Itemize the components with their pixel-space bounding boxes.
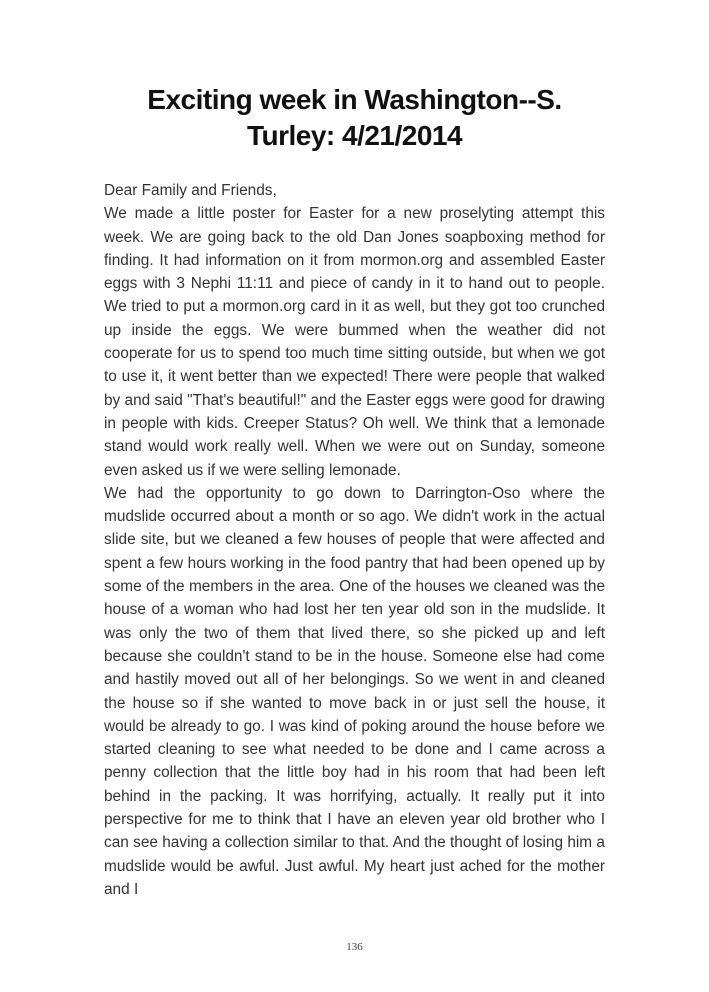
greeting: Dear Family and Friends, [104, 182, 277, 199]
paragraph-mudslide: We had the opportunity to go down to Darrington-Oso where the mudslide occurred about a month or so ago. We didn't work in the actual slide site, but we cleaned a few houses of people that were affected and spent a few hours working in the food pantry that had been opened up by some of the members in the area. One of the houses we cleaned was the house of a woman who had lost her ten year old son in the mudslide. It was only the two of them that lived there, so she picked up and left because she couldn't stand to be in the house. Someone else had come and hastily moved out all of her belongings. So we went in and cleaned the house so if she wanted to move back in or just sell the house, it would be already to go. I was kind of poking around the house before we started cleaning to see what needed to be done and I came across a penny collection that the little boy had in his room that had been left behind in the packing. It was horrifying, actually. It really put it into perspective for me to think that I have an eleven year old brother who I can see having a collection similar to that. And the thought of losing him a mudslide would be awful. Just awful. My heart just ached for the mother and I [104, 484, 605, 898]
page-title [104, 82, 605, 154]
page-number: 136 [346, 941, 363, 953]
paragraph-easter-poster: We made a little poster for Easter for a new proselyting attempt this week. We are going back to the old Dan Jones soapboxing method for finding. It had information on it from mormon.org and assembled Easter eggs with 3 Nephi 11:11 and piece of candy in it to hand out to people. We tried to put a mormon.org card in it as well, but they got too crunched up inside the eggs. We were bummed when the weather did not cooperate for us to spend too much time sitting outside, but when we got to use it, it went better than we expected! There were people that walked by and said "That's beautiful!" and the Easter eggs were good for drawing in people with kids. Creeper Status? Oh well. We think that a lemonade stand would work really well. When we were out on Sunday, someone even asked us if we were selling lemonade. [104, 205, 605, 479]
title-line-1: Exciting week in Washington--S. [147, 84, 562, 115]
title-line-2: Turley: 4/21/2014 [246, 120, 463, 151]
letter-body [104, 179, 605, 901]
